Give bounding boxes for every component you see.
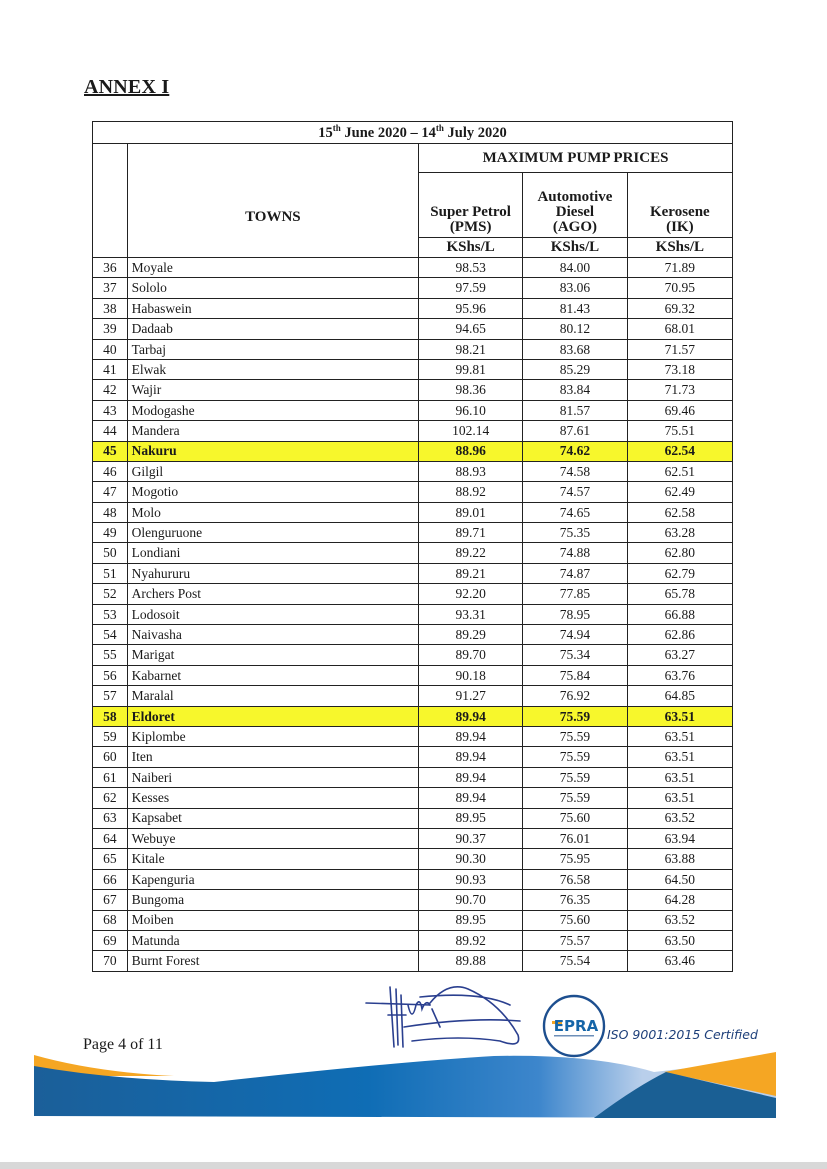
ik-price: 63.50 — [627, 930, 732, 950]
table-row — [93, 421, 733, 441]
ago-price: 75.60 — [523, 808, 628, 828]
table-row — [93, 665, 733, 685]
row-number-header — [93, 144, 128, 258]
ago-price: 74.57 — [523, 482, 628, 502]
row-number: 62 — [93, 788, 128, 808]
town-name: Lodosoit — [127, 604, 418, 624]
pms-price: 98.21 — [419, 339, 523, 359]
ago-price: 75.84 — [523, 665, 628, 685]
pms-price: 89.29 — [419, 625, 523, 645]
row-number: 70 — [93, 951, 128, 971]
ik-price: 62.86 — [627, 625, 732, 645]
table-row — [93, 543, 733, 563]
pms-price: 98.53 — [419, 258, 523, 278]
table-row — [93, 339, 733, 359]
ago-price: 75.34 — [523, 645, 628, 665]
pms-price: 94.65 — [419, 319, 523, 339]
ago-price: 81.57 — [523, 400, 628, 420]
ik-price: 75.51 — [627, 421, 732, 441]
ik-price: 64.28 — [627, 890, 732, 910]
ik-price: 63.51 — [627, 788, 732, 808]
row-number: 46 — [93, 461, 128, 481]
ik-price: 69.46 — [627, 400, 732, 420]
row-number: 64 — [93, 828, 128, 848]
epra-logo-text: EPRA — [553, 1017, 599, 1035]
town-name: Olenguruone — [127, 523, 418, 543]
ik-price: 71.57 — [627, 339, 732, 359]
ik-price: 64.50 — [627, 869, 732, 889]
pms-header: Super Petrol (PMS) — [419, 173, 523, 238]
table-row — [93, 278, 733, 298]
row-number: 37 — [93, 278, 128, 298]
row-number: 45 — [93, 441, 128, 461]
pms-price: 89.94 — [419, 747, 523, 767]
table-row — [93, 625, 733, 645]
row-number: 60 — [93, 747, 128, 767]
table-row — [93, 523, 733, 543]
pms-price: 89.92 — [419, 930, 523, 950]
ago-price: 74.94 — [523, 625, 628, 645]
town-name: Iten — [127, 747, 418, 767]
table-row — [93, 951, 733, 971]
ago-price: 75.35 — [523, 523, 628, 543]
town-name: Nyahururu — [127, 563, 418, 583]
ago-price: 83.68 — [523, 339, 628, 359]
table-row — [93, 319, 733, 339]
ik-price: 65.78 — [627, 584, 732, 604]
row-number: 59 — [93, 726, 128, 746]
town-name: Kitale — [127, 849, 418, 869]
table-row — [93, 563, 733, 583]
row-number: 44 — [93, 421, 128, 441]
ik-price: 66.88 — [627, 604, 732, 624]
ik-header: Kerosene (IK) — [627, 173, 732, 238]
row-number: 36 — [93, 258, 128, 278]
row-number: 48 — [93, 502, 128, 522]
row-number: 61 — [93, 767, 128, 787]
table-row — [93, 359, 733, 379]
table-row — [93, 849, 733, 869]
ik-price: 62.58 — [627, 502, 732, 522]
towns-header: TOWNS — [127, 144, 418, 258]
pms-price: 92.20 — [419, 584, 523, 604]
row-number: 51 — [93, 563, 128, 583]
table-row — [93, 910, 733, 930]
table-row — [93, 788, 733, 808]
pms-price: 89.88 — [419, 951, 523, 971]
ik-price: 63.52 — [627, 910, 732, 930]
ik-price: 62.51 — [627, 461, 732, 481]
price-rows — [93, 258, 733, 972]
table-row — [93, 482, 733, 502]
epra-logo — [540, 993, 610, 1059]
row-number: 43 — [93, 400, 128, 420]
pms-price: 89.94 — [419, 767, 523, 787]
signature — [360, 975, 540, 1055]
row-number: 41 — [93, 359, 128, 379]
row-number: 54 — [93, 625, 128, 645]
town-name: Nakuru — [127, 441, 418, 461]
table-row — [93, 604, 733, 624]
table-row — [93, 502, 733, 522]
ago-price: 75.59 — [523, 726, 628, 746]
table-row — [93, 747, 733, 767]
town-name: Marigat — [127, 645, 418, 665]
row-number: 38 — [93, 298, 128, 318]
town-name: Moyale — [127, 258, 418, 278]
table-row — [93, 930, 733, 950]
town-name: Archers Post — [127, 584, 418, 604]
pms-price: 93.31 — [419, 604, 523, 624]
table-row — [93, 461, 733, 481]
ik-price: 69.32 — [627, 298, 732, 318]
pms-price: 89.01 — [419, 502, 523, 522]
table-row — [93, 767, 733, 787]
pms-price: 90.18 — [419, 665, 523, 685]
town-name: Elwak — [127, 359, 418, 379]
ago-price: 76.58 — [523, 869, 628, 889]
town-name: Tarbaj — [127, 339, 418, 359]
pms-price: 97.59 — [419, 278, 523, 298]
ik-price: 63.88 — [627, 849, 732, 869]
page-bottom-edge — [0, 1162, 827, 1169]
town-name: Maralal — [127, 686, 418, 706]
table-row — [93, 890, 733, 910]
pms-price: 88.93 — [419, 461, 523, 481]
pms-price: 88.92 — [419, 482, 523, 502]
town-name: Habaswein — [127, 298, 418, 318]
town-name: Sololo — [127, 278, 418, 298]
ik-price: 62.80 — [627, 543, 732, 563]
pms-price: 90.37 — [419, 828, 523, 848]
ago-header: Automotive Diesel (AGO) — [523, 173, 628, 238]
pms-price: 91.27 — [419, 686, 523, 706]
row-number: 47 — [93, 482, 128, 502]
table-row — [93, 869, 733, 889]
ago-price: 83.06 — [523, 278, 628, 298]
ik-unit: KShs/L — [627, 238, 732, 258]
row-number: 68 — [93, 910, 128, 930]
ago-price: 74.58 — [523, 461, 628, 481]
row-number: 58 — [93, 706, 128, 726]
ik-price: 63.52 — [627, 808, 732, 828]
pms-price: 96.10 — [419, 400, 523, 420]
annex-title: ANNEX I — [84, 76, 170, 98]
pms-price: 90.93 — [419, 869, 523, 889]
table-row — [93, 645, 733, 665]
row-number: 49 — [93, 523, 128, 543]
page-number: Page 4 of 11 — [83, 1036, 163, 1053]
town-name: Modogashe — [127, 400, 418, 420]
ago-price: 75.59 — [523, 788, 628, 808]
table-row — [93, 441, 733, 461]
pms-price: 98.36 — [419, 380, 523, 400]
ago-price: 75.59 — [523, 747, 628, 767]
pms-price: 89.95 — [419, 808, 523, 828]
ago-price: 75.95 — [523, 849, 628, 869]
row-number: 39 — [93, 319, 128, 339]
table-row — [93, 584, 733, 604]
pms-price: 95.96 — [419, 298, 523, 318]
row-number: 63 — [93, 808, 128, 828]
ik-price: 63.27 — [627, 645, 732, 665]
ago-price: 75.54 — [523, 951, 628, 971]
pms-price: 99.81 — [419, 359, 523, 379]
ago-price: 77.85 — [523, 584, 628, 604]
pms-price: 89.94 — [419, 788, 523, 808]
ik-price: 63.51 — [627, 726, 732, 746]
table-row — [93, 380, 733, 400]
table-row — [93, 706, 733, 726]
pms-price: 89.71 — [419, 523, 523, 543]
ik-price: 70.95 — [627, 278, 732, 298]
ik-price: 62.49 — [627, 482, 732, 502]
town-name: Dadaab — [127, 319, 418, 339]
pms-price: 88.96 — [419, 441, 523, 461]
ago-price: 80.12 — [523, 319, 628, 339]
ik-price: 62.54 — [627, 441, 732, 461]
pms-price: 89.22 — [419, 543, 523, 563]
pms-unit: KShs/L — [419, 238, 523, 258]
pms-price: 90.70 — [419, 890, 523, 910]
ik-price: 71.89 — [627, 258, 732, 278]
town-name: Wajir — [127, 380, 418, 400]
ago-price: 75.59 — [523, 767, 628, 787]
town-name: Naiberi — [127, 767, 418, 787]
ago-price: 84.00 — [523, 258, 628, 278]
ago-price: 76.35 — [523, 890, 628, 910]
row-number: 40 — [93, 339, 128, 359]
ik-price: 63.94 — [627, 828, 732, 848]
town-name: Kabarnet — [127, 665, 418, 685]
date-range: 15th June 2020 – 14th July 2020 — [93, 122, 733, 144]
town-name: Londiani — [127, 543, 418, 563]
pump-prices-table — [92, 121, 733, 972]
table-row — [93, 298, 733, 318]
ago-price: 87.61 — [523, 421, 628, 441]
row-number: 50 — [93, 543, 128, 563]
ik-price: 62.79 — [627, 563, 732, 583]
iso-certification: ISO 9001:2015 Certified — [607, 1027, 758, 1042]
town-name: Moiben — [127, 910, 418, 930]
row-number: 66 — [93, 869, 128, 889]
pms-price: 89.70 — [419, 645, 523, 665]
table-row — [93, 808, 733, 828]
ago-price: 76.92 — [523, 686, 628, 706]
town-name: Molo — [127, 502, 418, 522]
ik-price: 63.28 — [627, 523, 732, 543]
pms-price: 89.21 — [419, 563, 523, 583]
ago-price: 76.01 — [523, 828, 628, 848]
ago-price: 75.60 — [523, 910, 628, 930]
town-name: Kesses — [127, 788, 418, 808]
ik-price: 68.01 — [627, 319, 732, 339]
row-number: 57 — [93, 686, 128, 706]
town-name: Burnt Forest — [127, 951, 418, 971]
ago-unit: KShs/L — [523, 238, 628, 258]
row-number: 69 — [93, 930, 128, 950]
pms-price: 102.14 — [419, 421, 523, 441]
pms-price: 89.94 — [419, 706, 523, 726]
town-name: Naivasha — [127, 625, 418, 645]
ago-price: 83.84 — [523, 380, 628, 400]
town-name: Gilgil — [127, 461, 418, 481]
row-number: 67 — [93, 890, 128, 910]
town-name: Eldoret — [127, 706, 418, 726]
ik-price: 63.46 — [627, 951, 732, 971]
ago-price: 74.62 — [523, 441, 628, 461]
table-row — [93, 400, 733, 420]
ik-price: 71.73 — [627, 380, 732, 400]
ik-price: 64.85 — [627, 686, 732, 706]
row-number: 42 — [93, 380, 128, 400]
pms-price: 89.95 — [419, 910, 523, 930]
pms-price: 89.94 — [419, 726, 523, 746]
ik-price: 73.18 — [627, 359, 732, 379]
town-name: Mogotio — [127, 482, 418, 502]
ago-price: 85.29 — [523, 359, 628, 379]
row-number: 65 — [93, 849, 128, 869]
table-row — [93, 686, 733, 706]
town-name: Webuye — [127, 828, 418, 848]
town-name: Kapenguria — [127, 869, 418, 889]
ago-price: 74.87 — [523, 563, 628, 583]
row-number: 53 — [93, 604, 128, 624]
row-number: 56 — [93, 665, 128, 685]
ik-price: 63.76 — [627, 665, 732, 685]
table-row — [93, 828, 733, 848]
ik-price: 63.51 — [627, 767, 732, 787]
ago-price: 78.95 — [523, 604, 628, 624]
pms-price: 90.30 — [419, 849, 523, 869]
town-name: Kapsabet — [127, 808, 418, 828]
ago-price: 81.43 — [523, 298, 628, 318]
ago-price: 75.59 — [523, 706, 628, 726]
max-pump-prices-header: MAXIMUM PUMP PRICES — [419, 144, 733, 173]
ik-price: 63.51 — [627, 706, 732, 726]
row-number: 55 — [93, 645, 128, 665]
ago-price: 75.57 — [523, 930, 628, 950]
town-name: Kiplombe — [127, 726, 418, 746]
footer-wave-banner — [34, 1052, 776, 1118]
ik-price: 63.51 — [627, 747, 732, 767]
town-name: Matunda — [127, 930, 418, 950]
table-row — [93, 726, 733, 746]
row-number: 52 — [93, 584, 128, 604]
ago-price: 74.65 — [523, 502, 628, 522]
ago-price: 74.88 — [523, 543, 628, 563]
town-name: Bungoma — [127, 890, 418, 910]
table-row — [93, 258, 733, 278]
town-name: Mandera — [127, 421, 418, 441]
